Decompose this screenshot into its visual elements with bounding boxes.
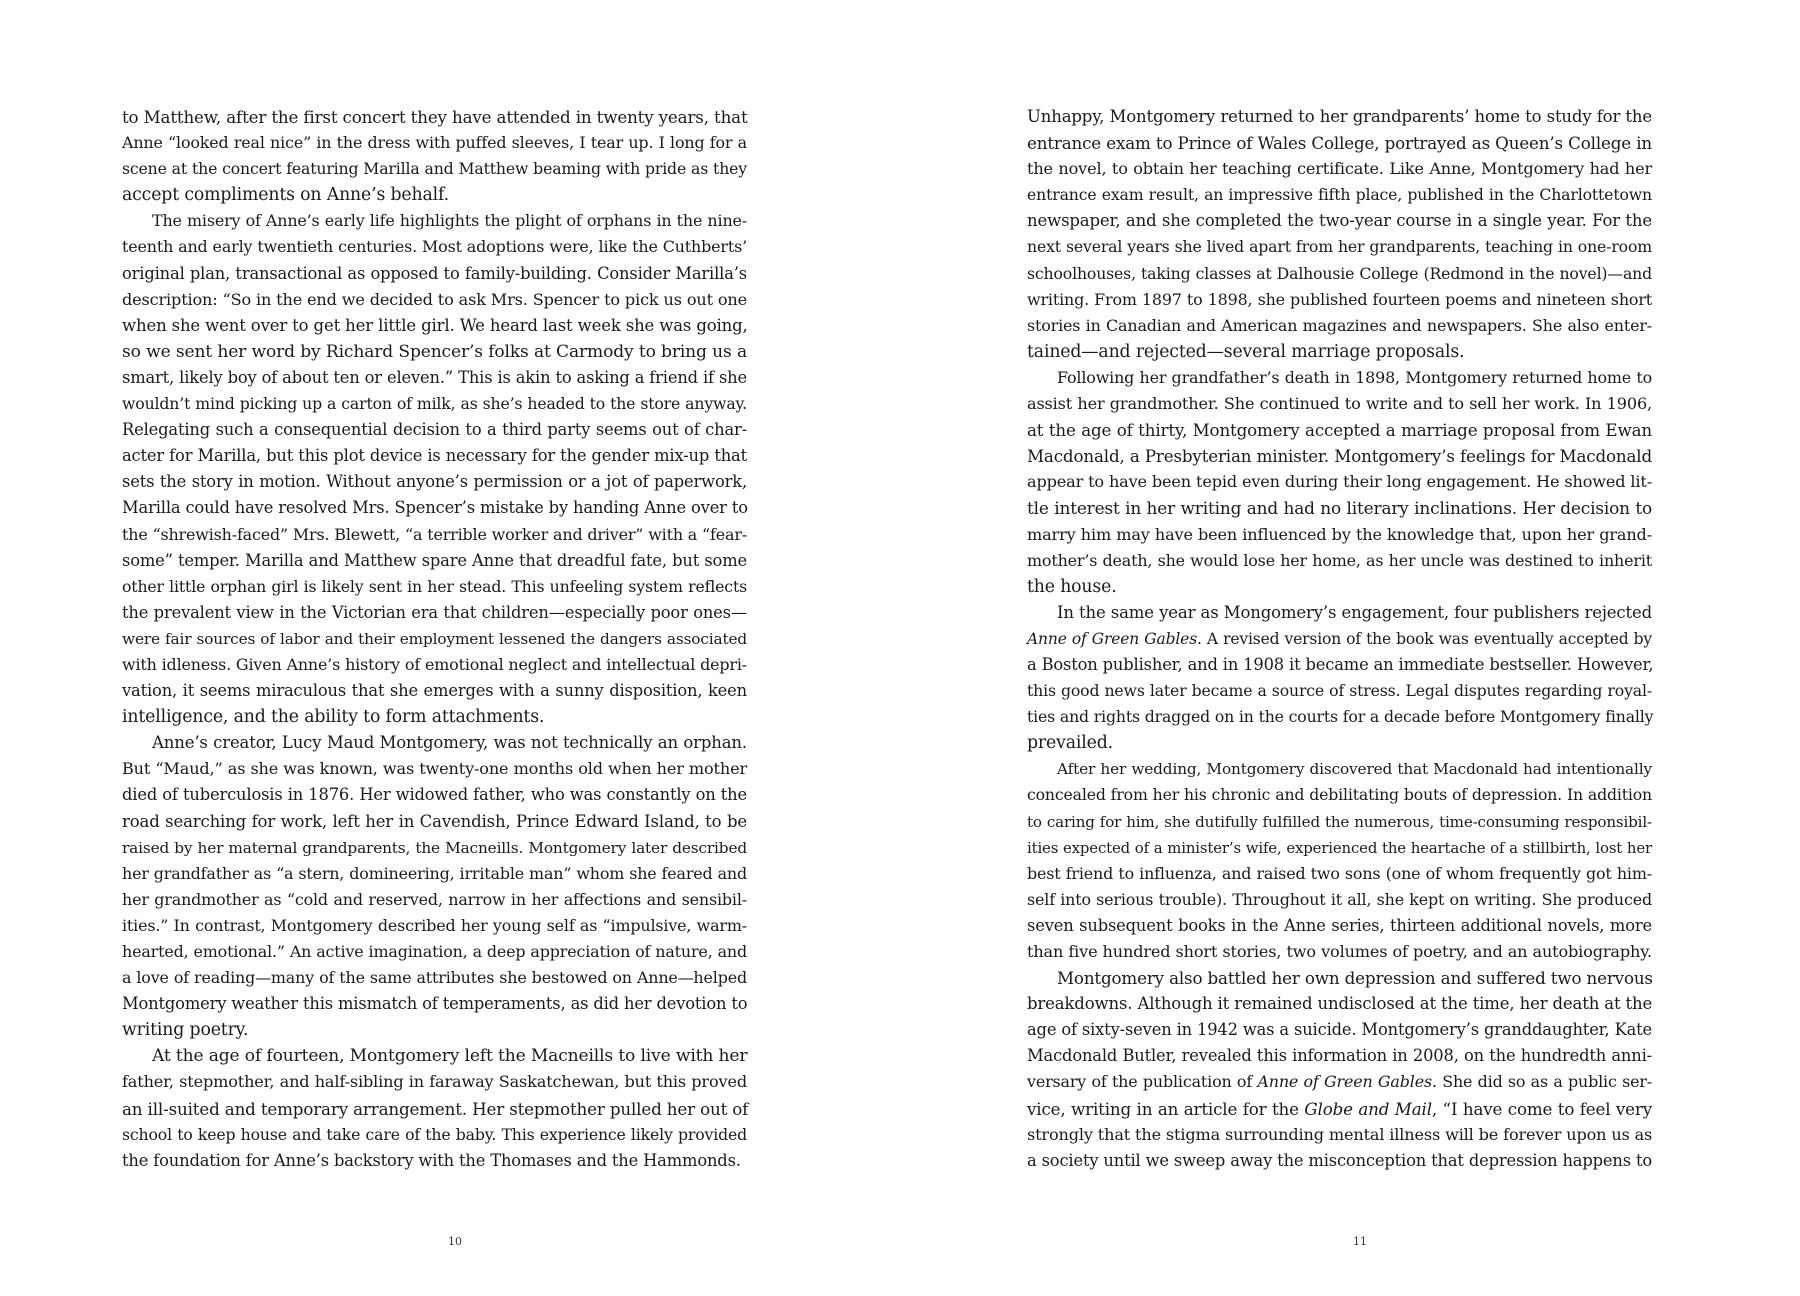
text-line: at the age of thirty, Montgomery accepted a marriage proposal from Ewan bbox=[1027, 420, 1652, 441]
text-line: schoolhouses, taking classes at Dalhousie College (Redmond in the novel)—and bbox=[1027, 263, 1652, 283]
text-line: when she went over to get her little girl. We heard last week she was going, bbox=[122, 315, 748, 335]
text-line: prevailed. bbox=[1027, 733, 1113, 754]
text-line: some” temper. Marilla and Matthew spare Anne that dreadful fate, but some bbox=[122, 550, 747, 570]
text-line: age of sixty-seven in 1942 was a suicide. Montgomery’s granddaughter, Kate bbox=[1027, 1020, 1653, 1040]
page-number-right: 11 bbox=[1353, 1235, 1367, 1248]
text-line bbox=[1027, 1069, 1652, 1095]
text-line: Macdonald Butler, revealed this information in 2008, on the hundredth anni- bbox=[1027, 1046, 1652, 1066]
text-line: road searching for work, left her in Cavendish, Prince Edward Island, to be bbox=[122, 811, 747, 831]
text-line: writing. From 1897 to 1898, she published fourteen poems and nineteen short bbox=[1027, 289, 1652, 309]
text-line: next several years she lived apart from her grandparents, teaching in one-room bbox=[1027, 237, 1652, 257]
text-line: description: “So in the end we decided to ask Mrs. Spencer to pick us out one bbox=[122, 289, 747, 309]
text-line: original plan, transactional as opposed to family-building. Consider Marilla’s bbox=[122, 263, 747, 283]
text-line: father, stepmother, and half-sibling in faraway Saskatchewan, but this proved bbox=[122, 1072, 747, 1092]
text-segment: versary of the publication of bbox=[1027, 1072, 1258, 1092]
left-page bbox=[122, 104, 747, 1174]
text-line: her grandfather as “a stern, domineering, irritable man” whom she feared and bbox=[122, 863, 747, 883]
text-line: accept compliments on Anne’s behalf. bbox=[122, 185, 449, 206]
text-line: assist her grandmother. She continued to write and to sell her work. In 1906, bbox=[1027, 394, 1652, 414]
italic-title: Globe and Mail bbox=[1304, 1098, 1432, 1119]
text-line: At the age of fourteen, Montgomery left the Macneills to live with her bbox=[152, 1046, 748, 1067]
text-line: ities.” In contrast, Montgomery described her young self as “impulsive, warm- bbox=[122, 915, 747, 935]
text-line: Macdonald, a Presbyterian minister. Montgomery’s feelings for Macdonald bbox=[1027, 446, 1652, 467]
text-line: vation, it seems miraculous that she emerges with a sunny disposition, keen bbox=[122, 681, 747, 701]
text-line: newspaper, and she completed the two-year course in a single year. For the bbox=[1027, 211, 1652, 231]
text-line: The misery of Anne’s early life highlights the plight of orphans in the nine- bbox=[152, 211, 747, 231]
text-line: best friend to influenza, and raised two sons (one of whom frequently got him- bbox=[1027, 863, 1652, 883]
text-line: concealed from her his chronic and debilitating bouts of depression. In addition bbox=[1027, 785, 1652, 805]
text-line: appear to have been tepid even during their long engagement. He showed lit- bbox=[1027, 472, 1652, 492]
text-line: But “Maud,” as she was known, was twenty-one months old when her mother bbox=[122, 759, 747, 779]
text-line: an ill-suited and temporary arrangement. Her stepmother pulled her out of bbox=[122, 1098, 749, 1119]
italic-title: Anne of Green Gables bbox=[1027, 629, 1198, 648]
text-segment: . A revised version of the book was eventually accepted by bbox=[1197, 629, 1653, 648]
text-line: her grandmother as “cold and reserved, narrow in her affections and sensibil- bbox=[122, 889, 747, 909]
text-line: school to keep house and take care of the baby. This experience likely provided bbox=[122, 1124, 747, 1144]
text-line: entrance exam result, an impressive fifth place, published in the Charlottetown bbox=[1027, 185, 1652, 205]
text-line: mother’s death, she would lose her home, as her uncle was destined to inherit bbox=[1027, 550, 1652, 570]
right-page bbox=[1027, 104, 1652, 1174]
text-line: Marilla could have resolved Mrs. Spencer’s mistake by handing Anne over to bbox=[122, 498, 748, 518]
text-line: Montgomery also battled her own depression and suffered two nervous bbox=[1057, 968, 1653, 989]
page-number-left: 10 bbox=[448, 1235, 462, 1248]
text-line: other little orphan girl is likely sent in her stead. This unfeeling system reflects bbox=[122, 576, 747, 596]
text-line: the “shrewish-faced” Mrs. Blewett, “a terrible worker and driver” with a “fear- bbox=[122, 524, 747, 544]
text-line: marry him may have been influenced by the knowledge that, upon her grand- bbox=[1027, 524, 1652, 544]
text-line: so we sent her word by Richard Spencer’s folks at Carmody to bring us a bbox=[122, 341, 747, 362]
text-line: Montgomery weather this mismatch of temperaments, as did her devotion to bbox=[122, 994, 748, 1014]
text-line: seven subsequent books in the Anne series, thirteen additional novels, more bbox=[1027, 915, 1652, 935]
text-line: stories in Canadian and American magazines and newspapers. She also enter- bbox=[1027, 315, 1652, 335]
text-line bbox=[1027, 626, 1652, 652]
text-line: a society until we sweep away the misconception that depression happens to bbox=[1027, 1150, 1652, 1170]
text-line: scene at the concert featuring Marilla and Matthew beaming with pride as they bbox=[122, 159, 747, 179]
text-line: the prevalent view in the Victorian era that children—especially poor ones— bbox=[122, 602, 747, 622]
text-line: the foundation for Anne’s backstory with the Thomases and the Hammonds. bbox=[122, 1150, 741, 1170]
text-line: died of tuberculosis in 1876. Her widowed father, who was constantly on the bbox=[122, 785, 747, 805]
text-line: Anne “looked real nice” in the dress with puffed sleeves, I tear up. I long for a bbox=[122, 133, 747, 153]
text-line: tained—and rejected—several marriage proposals. bbox=[1027, 341, 1465, 362]
italic-title: Anne of Green Gables bbox=[1257, 1072, 1432, 1092]
text-line: Anne’s creator, Lucy Maud Montgomery, was not technically an orphan. bbox=[152, 733, 747, 753]
text-line: ties and rights dragged on in the courts for a decade before Montgomery finally bbox=[1027, 707, 1654, 727]
text-line: to caring for him, she dutifully fulfilled the numerous, time-consuming responsibil- bbox=[1027, 812, 1652, 831]
text-line: entrance exam to Prince of Wales College, portrayed as Queen’s College in bbox=[1027, 133, 1652, 154]
text-line: ities expected of a minister’s wife, experienced the heartache of a stillbirth, lost her bbox=[1027, 838, 1652, 857]
text-line: Relegating such a consequential decision to a third party seems out of char- bbox=[122, 420, 747, 440]
text-segment: vice, writing in an article for the bbox=[1027, 1098, 1305, 1119]
text-line: breakdowns. Although it remained undisclosed at the time, her death at the bbox=[1027, 994, 1653, 1014]
text-line: intelligence, and the ability to form attachments. bbox=[122, 707, 545, 728]
text-line: a Boston publisher, and in 1908 it became an immediate bestseller. However, bbox=[1027, 654, 1654, 674]
text-line: to Matthew, after the first concert they have attended in twenty years, that bbox=[122, 107, 748, 127]
text-line: were fair sources of labor and their employment lessened the dangers associated bbox=[122, 629, 747, 648]
text-line: smart, likely boy of about ten or eleven.” This is akin to asking a friend if she bbox=[122, 367, 747, 387]
text-line: the house. bbox=[1027, 576, 1117, 597]
text-line: teenth and early twentieth centuries. Most adoptions were, like the Cuthberts’ bbox=[122, 237, 747, 257]
text-line: hearted, emotional.” An active imagination, a deep appreciation of nature, and bbox=[122, 942, 747, 961]
text-line: After her wedding, Montgomery discovered that Macdonald had intentionally bbox=[1057, 760, 1652, 779]
text-line bbox=[1027, 1096, 1652, 1122]
text-line: than five hundred short stories, two volumes of poetry, and an autobiography. bbox=[1027, 942, 1652, 961]
text-line: tle interest in her writing and had no literary inclinations. Her decision to bbox=[1027, 498, 1652, 519]
text-line: acter for Marilla, but this plot device is necessary for the gender mix-up that bbox=[122, 446, 747, 466]
text-line: the novel, to obtain her teaching certificate. Like Anne, Montgomery had her bbox=[1027, 159, 1652, 179]
text-line: strongly that the stigma surrounding mental illness will be forever upon us as bbox=[1027, 1124, 1653, 1144]
text-line: raised by her maternal grandparents, the Macneills. Montgomery later described bbox=[122, 838, 747, 857]
text-line: wouldn’t mind picking up a carton of milk, as she’s headed to the store anyway. bbox=[122, 394, 747, 414]
text-line: sets the story in motion. Without anyone’s permission or a jot of paperwork, bbox=[122, 472, 747, 492]
text-line: this good news later became a source of stress. Legal disputes regarding royal- bbox=[1027, 681, 1652, 701]
text-line: writing poetry. bbox=[122, 1020, 249, 1041]
text-line: In the same year as Mongomery’s engagement, four publishers rejected bbox=[1057, 602, 1652, 622]
text-line: Following her grandfather’s death in 1898, Montgomery returned home to bbox=[1057, 367, 1652, 387]
text-line: Unhappy, Montgomery returned to her grandparents’ home to study for the bbox=[1027, 107, 1652, 126]
text-line: a love of reading—many of the same attributes she bestowed on Anne—helped bbox=[122, 968, 747, 988]
text-segment: . She did so as a public ser- bbox=[1431, 1072, 1652, 1092]
text-segment: , “I have come to feel very bbox=[1431, 1098, 1652, 1119]
text-line: with idleness. Given Anne’s history of emotional neglect and intellectual depri- bbox=[122, 654, 747, 674]
text-line: self into serious trouble). Throughout it all, she kept on writing. She produced bbox=[1027, 889, 1652, 909]
